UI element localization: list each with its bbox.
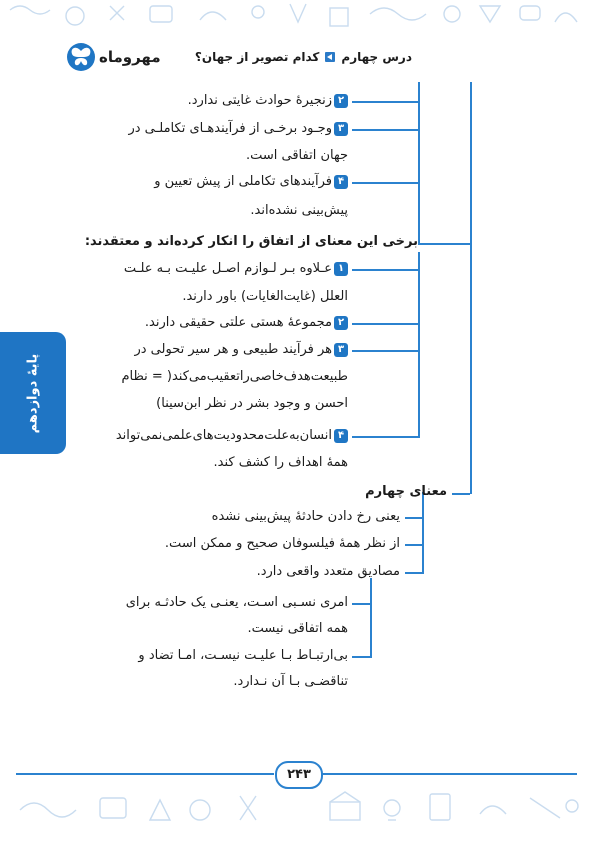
list-item-continuation <box>121 368 348 386</box>
tree-connector <box>405 517 422 519</box>
tree-connector <box>352 350 418 352</box>
tree-connector <box>352 269 418 271</box>
bottom-doodle-decoration <box>0 780 592 845</box>
item-text: زنجیرهٔ حوادث غایتی ندارد. <box>187 93 332 108</box>
item-number-badge: ۱ <box>334 262 348 276</box>
list-item <box>116 427 348 445</box>
list-item <box>124 260 348 278</box>
item-text: مجموعهٔ هستی علتی حقیقی دارند. <box>144 315 332 330</box>
brand-name: مهروماه <box>99 48 161 66</box>
section-heading: برخی این معنای از اتفاق را انکار کرده‌اند و معتقدند: <box>84 234 418 249</box>
tree-connector <box>418 82 420 244</box>
tree-connector <box>352 436 418 438</box>
item-text: احسن و وجود بشر در نظر ابن‌سینا) <box>156 396 348 411</box>
tree-connector <box>370 578 372 658</box>
tree-connector <box>352 182 418 184</box>
list-item <box>154 173 348 191</box>
item-number-badge: ۲ <box>334 94 348 108</box>
footer-rule <box>321 773 577 775</box>
list-item-continuation <box>182 288 348 306</box>
item-text: عـلاوه بـر لـوازم اصـل علیـت بـه علـت <box>123 261 332 276</box>
item-text: همهٔ اهداف را کشف کند. <box>213 455 348 470</box>
item-number-badge: ۲ <box>334 316 348 330</box>
breadcrumb-lesson: درس چهارم <box>341 50 412 64</box>
list-item-continuation: همه اتفاقی نیست. <box>247 621 348 636</box>
list-item: بی‌ارتبـاط بـا علیـت نیسـت، امـا تضاد و <box>138 648 348 663</box>
tree-connector <box>352 323 418 325</box>
item-text: وجـود برخـی از فرآیندهـای تکاملـی در <box>128 121 332 136</box>
item-number-badge: ۴ <box>334 429 348 443</box>
tree-connector <box>352 656 370 658</box>
list-item-continuation <box>214 454 348 472</box>
tree-connector <box>422 492 424 574</box>
list-item-continuation <box>246 147 348 165</box>
list-item <box>134 341 348 359</box>
list-item <box>128 120 348 138</box>
item-text: العلل (غایت‌الغایات) باور دارند. <box>182 289 348 304</box>
list-item: امری نسـبی اسـت، یعنـی یک حادثـه برای <box>125 595 348 610</box>
tree-connector <box>452 493 470 495</box>
list-item <box>188 92 348 110</box>
list-item: یعنی رخ دادن حادثهٔ پیش‌بینی نشده <box>211 509 400 524</box>
item-text: جهان اتفاقی است. <box>245 148 348 163</box>
item-number-badge: ۳ <box>334 122 348 136</box>
tree-connector <box>418 252 420 438</box>
list-item: مصادیق متعدد واقعی دارد. <box>256 564 400 579</box>
tree-connector <box>405 544 422 546</box>
item-text: هر فرآیند طبیعی و هر سیر تحولی در <box>134 342 332 357</box>
section-heading: معنای چهارم <box>365 484 447 499</box>
tree-connector <box>405 572 422 574</box>
item-text: فرآیندهای تکاملی از پیش تعیین و <box>154 174 332 189</box>
item-text: پیش‌بینی نشده‌اند. <box>250 203 348 218</box>
tree-connector <box>352 603 370 605</box>
list-item <box>145 314 348 332</box>
item-text: طبیعت‌هدف‌خاصی‌را‌تعقیب‌می‌کند( = نظام <box>121 369 348 384</box>
page-number: ۲۴۳ <box>275 761 323 789</box>
item-text: انسان‌به‌علت‌محدودیت‌های‌علمی‌نمی‌تواند <box>115 428 332 443</box>
breadcrumb-title: کدام تصویر از جهان؟ <box>194 50 320 64</box>
footer-rule <box>16 773 274 775</box>
item-number-badge: ۳ <box>334 343 348 357</box>
tree-connector <box>352 129 418 131</box>
tree-connector <box>352 101 418 103</box>
side-tab-label: پایهٔ دوازدهم <box>25 353 41 433</box>
item-number-badge: ۴ <box>334 175 348 189</box>
tree-connector <box>470 82 472 494</box>
tree-connector <box>418 243 470 245</box>
list-item-continuation: تناقضـی بـا آن نـدارد. <box>233 674 348 689</box>
list-item-continuation <box>250 202 348 220</box>
list-item: از نظر همهٔ فیلسوفان صحیح و ممکن است. <box>164 536 400 551</box>
list-item-continuation <box>156 395 348 413</box>
